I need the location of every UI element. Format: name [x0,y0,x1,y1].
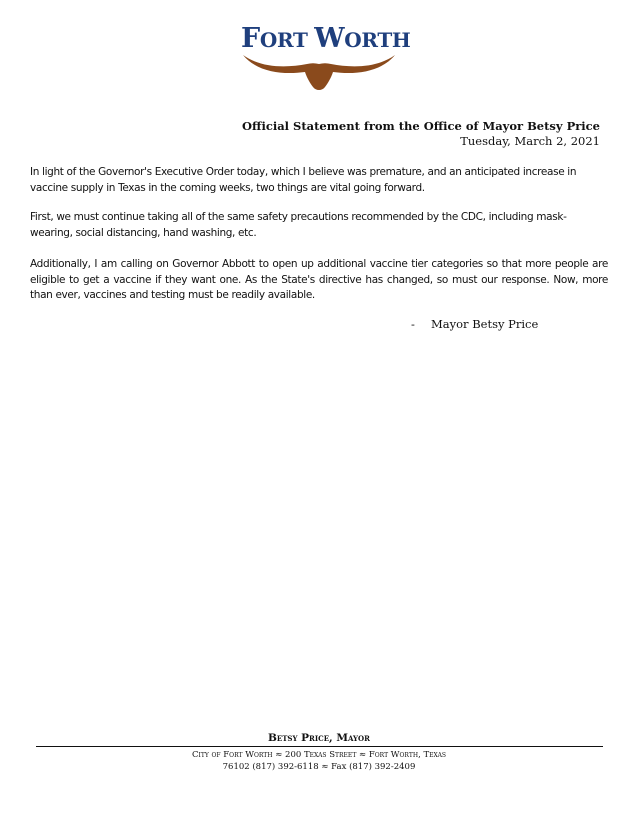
footer-mayor-name: Betsy Price, Mayor [268,732,370,744]
logo-letter-f: F [241,23,260,54]
signature-dash: - [411,317,415,331]
footer-address: City of Fort Worth ≈ 200 Texas Street ≈ Fort Worth, Texas [191,750,447,760]
longhorn-icon [241,52,397,92]
body-paragraph: First, we must continue taking all of the same safety precautions recommended by the CDC, including mask-wearing, social distancing, hand washing, etc. [30,211,567,239]
signature-name: Mayor Betsy Price [431,317,539,331]
footer-divider [36,746,603,747]
footer-phone: 76102 (817) 392-6118 ≈ Fax (817) 392-2409 [222,762,416,772]
logo-letters-ort: ORT [259,28,315,52]
body-paragraph: In light of the Governor's Executive Order today, which I believe was premature, and an anticipated increase in vaccine supply in Texas in the coming weeks, two things are vital going forward. [30,166,577,194]
body-paragraph: Additionally, I am calling on Governor Abbott to open up additional vaccine tier categories so that more people are eligible to get a vaccine if they want one. As the State's directive has changed, so must our response. Now, more than ever, vaccines and testing must be readily available. [30,258,608,301]
fort-worth-logo [241,20,411,92]
statement-date: Tuesday, March 2, 2021 [460,134,600,148]
signature [411,317,538,331]
statement-title: Official Statement from the Office of Mayor Betsy Price [242,119,600,133]
logo-letter-w: W [314,23,345,54]
logo-letters-orth: ORTH [344,28,411,52]
